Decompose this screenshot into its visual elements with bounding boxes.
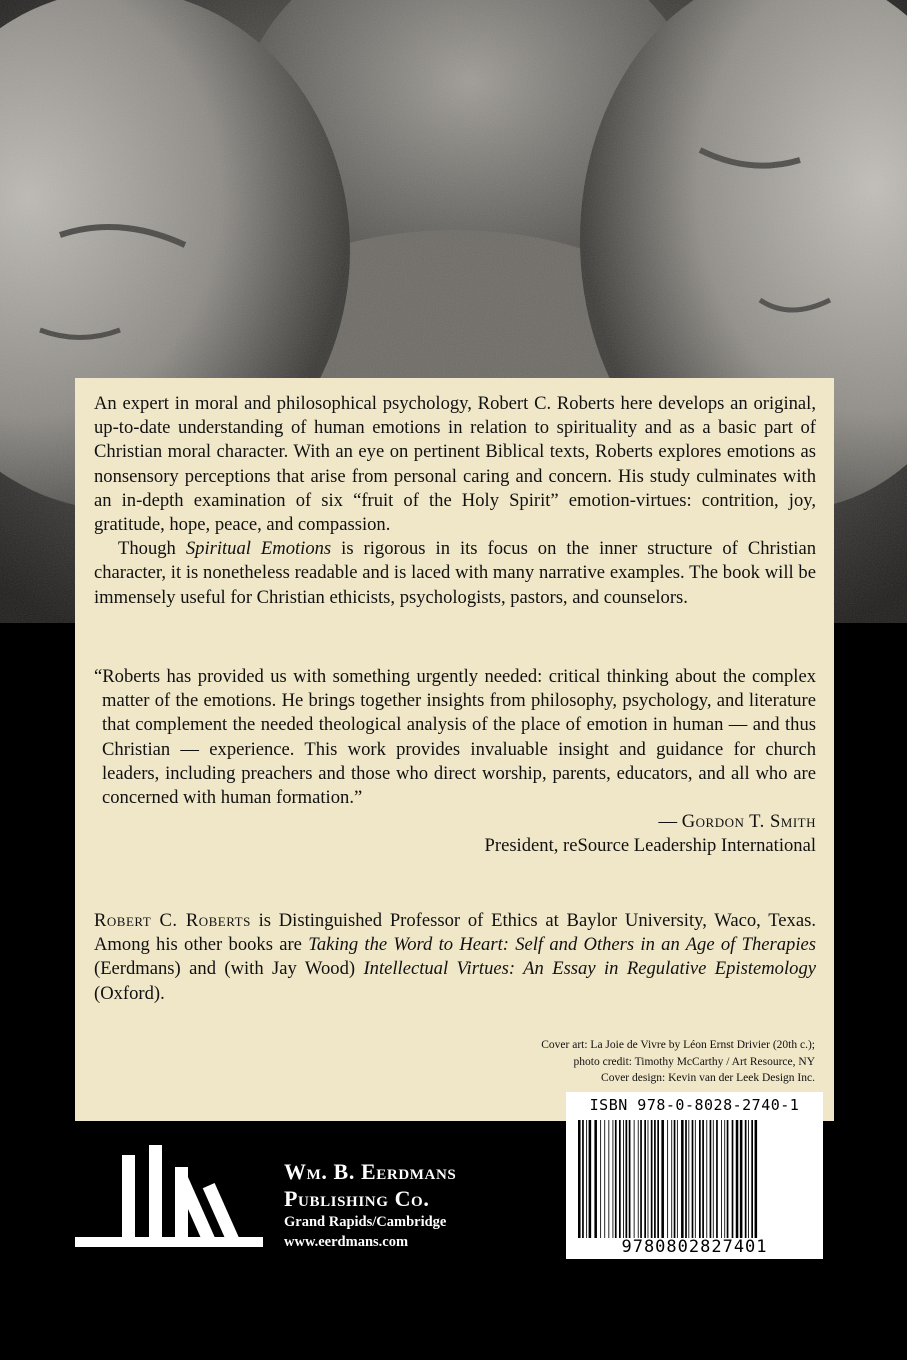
- barcode-bar: [724, 1120, 725, 1238]
- barcode-bar: [727, 1120, 729, 1238]
- barcode-bar: [685, 1120, 687, 1238]
- barcode-bar: [748, 1120, 749, 1238]
- barcode-bar: [706, 1120, 707, 1238]
- barcode-bar: [644, 1120, 646, 1238]
- barcode-bar: [623, 1120, 624, 1238]
- description-paragraph-2: Though Spiritual Emotions is rigorous in its focus on the inner structure of Christian character, it is nonetheless readable and is laced with many narrative examples. The book will be immensely useful for Christian ethicists, psychologists, pastors, and counselors.: [94, 538, 816, 608]
- barcode-bar: [638, 1120, 639, 1238]
- barcode-bar: [654, 1120, 656, 1238]
- barcode-bar: [648, 1120, 649, 1238]
- barcode-bar: [634, 1120, 635, 1238]
- barcode-bar: [589, 1120, 592, 1238]
- barcode-bar: [692, 1120, 694, 1238]
- isbn-digits: 9780802827401: [621, 1237, 768, 1257]
- barcode-bar: [740, 1120, 743, 1238]
- barcode-bar: [702, 1120, 704, 1238]
- endorsement-quote: “Roberts has provided us with something urgently needed: critical thinking about the complex matter of the emotions. He brings together insights from philosophy, psychology, and literature that complement the needed theological analysis of the place of emotion in human — and thus Christian — experience. This work provides invaluable insight and guidance for church leaders, including preachers and those who direct worship, parents, educators, and all who are concerned with human formation.”: [94, 666, 816, 809]
- barcode-bar: [755, 1120, 758, 1238]
- barcode-bar: [716, 1120, 718, 1238]
- barcode-icon: [578, 1120, 811, 1238]
- isbn-label: ISBN 978-0-8028-2740-1: [589, 1096, 800, 1114]
- endorsement: [94, 665, 816, 859]
- publisher-name-line1: Wm. B. Eerdmans: [284, 1159, 457, 1184]
- barcode-bar: [651, 1120, 653, 1238]
- other-book-1: Taking the Word to Heart: Self and Others in an Age of Therapies: [308, 934, 816, 956]
- publisher-url: www.eerdmans.com: [284, 1234, 409, 1250]
- barcode-bar: [594, 1120, 597, 1238]
- barcode-bar: [578, 1120, 581, 1238]
- barcode-bar: [600, 1120, 601, 1238]
- barcode-bar: [671, 1120, 672, 1238]
- publisher-name-line2: Publishing Co.: [284, 1186, 430, 1211]
- barcode-bar: [657, 1120, 659, 1238]
- barcode-bar: [695, 1120, 696, 1238]
- other-book-2: Intellectual Virtues: An Essay in Regulative Epistemology: [363, 958, 816, 980]
- barcode-bar: [619, 1120, 621, 1238]
- barcode-bar: [713, 1120, 714, 1238]
- barcode-bar: [710, 1120, 712, 1238]
- description-paragraph-1: An expert in moral and philosophical psychology, Robert C. Roberts here develops an original, up-to-date understanding of human emotions in relation to spirituality and as a basic part of Christian moral character. With an eye on pertinent Biblical texts, Roberts explores emotions as nonsensory perceptions that arise from personal caring and concern. His study culminates with an in-depth examination of six “fruit of the Holy Spirit” emotion-virtues: contrition, joy, gratitude, hope, peace, and compassion.: [94, 393, 816, 536]
- barcode-bar: [667, 1120, 668, 1238]
- barcode-bar: [699, 1120, 701, 1238]
- publisher-place: Grand Rapids/Cambridge: [284, 1214, 447, 1230]
- barcode-bar: [629, 1120, 631, 1238]
- barcode-bar: [640, 1120, 642, 1238]
- barcode-bar: [582, 1120, 584, 1238]
- endorser-name: — Gordon T. Smith: [658, 811, 816, 833]
- barcode-bar: [688, 1120, 689, 1238]
- author-bio: Robert C. Roberts is Distinguished Professor of Ethics at Baylor University, Waco, Texas. Among his other books are Taking the Word to Heart: Self and Others in an Age of Therapies (Eerdmans) and (with Jay Wood) Intellectual Virtues: An Essay in Regulative Epistemology (Oxford).: [94, 910, 816, 1004]
- books-logo-icon: [75, 1145, 265, 1250]
- isbn-barcode: [566, 1092, 823, 1259]
- eerdmans-logo: [75, 1145, 265, 1255]
- barcode-bar: [615, 1120, 617, 1238]
- barcode-bar: [604, 1120, 605, 1238]
- barcode-bar: [681, 1120, 684, 1238]
- author-name: Robert C. Roberts: [94, 910, 251, 931]
- barcode-bar: [677, 1120, 678, 1238]
- barcode-bar: [586, 1120, 587, 1238]
- cover-credits: Cover art: La Joie de Vivre by Léon Ernst Drivier (20th c.); photo credit: Timothy McCarthy / Art Resource, NY Cover design: Kevin van der Leek Design Inc.: [541, 1039, 815, 1084]
- barcode-bar: [732, 1120, 734, 1238]
- barcode-bar: [674, 1120, 676, 1238]
- barcode-bar: [661, 1120, 664, 1238]
- publisher-info: [284, 1158, 456, 1252]
- barcode-bar: [613, 1120, 614, 1238]
- barcode-bar: [736, 1120, 739, 1238]
- barcode-bar: [721, 1120, 722, 1238]
- barcode-bar: [626, 1120, 628, 1238]
- endorser-title: President, reSource Leadership International: [484, 835, 816, 857]
- barcode-bar: [751, 1120, 753, 1238]
- barcode-bar: [608, 1120, 609, 1238]
- book-title: Spiritual Emotions: [185, 538, 332, 560]
- book-description: [94, 392, 816, 610]
- barcode-bar: [745, 1120, 747, 1238]
